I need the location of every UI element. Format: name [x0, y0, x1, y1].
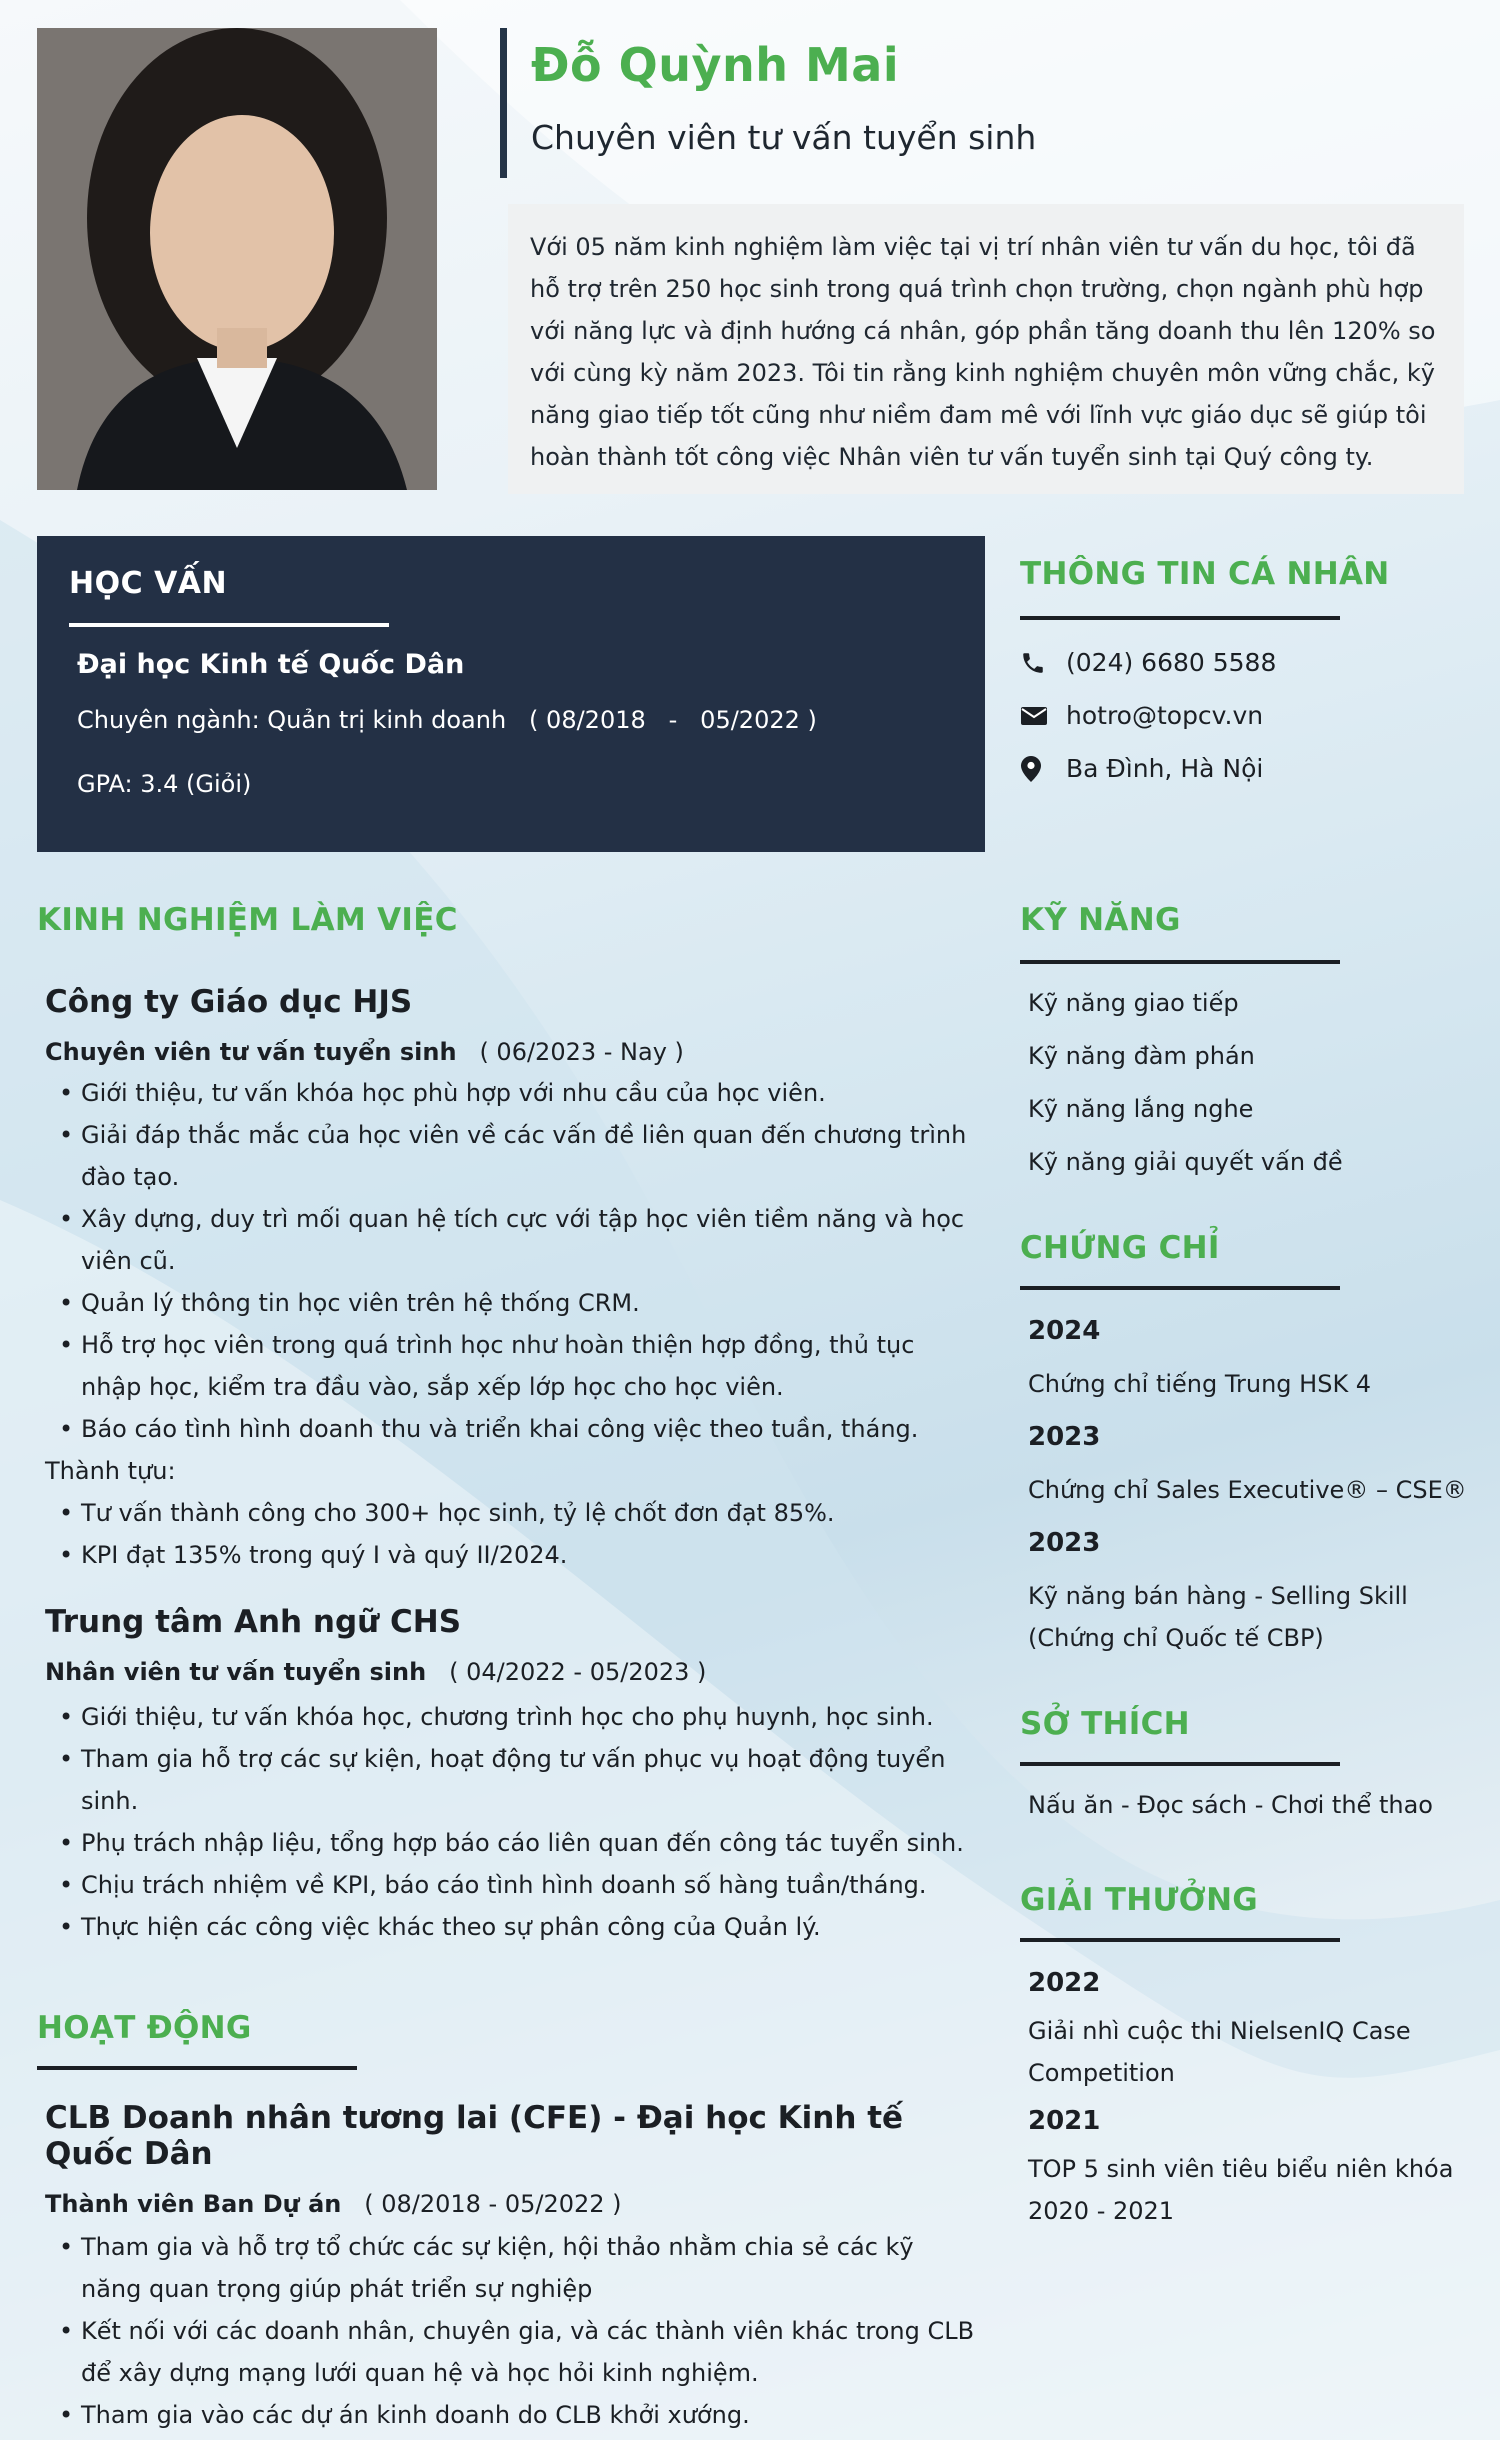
summary-text: Với 05 năm kinh nghiệm làm việc tại vị trí nhân viên tư vấn du học, tôi đã hỗ trợ trên 250 học sinh trong quá trình chọn trường, chọn ngành phù hợp với năng lực và định hướng cá nhân, góp phần tăng doanh thu lên 120% so với cùng kỳ năm 2023. Tôi tin rằng kinh nghiệm chuyên môn vững chắc, kỹ năng giao tiếp tốt cũng như niềm đam mê với lĩnh vực giáo dục sẽ giúp tôi hoàn thành tốt công việc Nhân viên tư vấn tuyển sinh tại Quý công ty. [530, 233, 1436, 471]
list-item: • KPI đạt 135% trong quý I và quý II/2024. [45, 1534, 975, 1576]
job-duties [45, 1072, 975, 1450]
list-item: • Báo cáo tình hình doanh thu và triển khai công việc theo tuần, tháng. [45, 1408, 975, 1450]
award-name: Giải nhì cuộc thi NielsenIQ Case Competition [1028, 2017, 1411, 2087]
name-block [500, 28, 1036, 178]
job-period: ( 06/2023 - Nay ) [479, 1038, 684, 1066]
skills-rule [1020, 960, 1340, 964]
personal-heading: THÔNG TIN CÁ NHÂN [1020, 556, 1390, 592]
profile-photo [37, 28, 437, 490]
cert-name: Kỹ năng bán hàng - Selling Skill (Chứng chỉ Quốc tế CBP) [1028, 1582, 1408, 1652]
address-text: Ba Đình, Hà Nội [1066, 754, 1264, 783]
skill-item: Kỹ năng đàm phán [1028, 1042, 1255, 1070]
certificates-rule [1020, 1286, 1340, 1290]
job-title: Chuyên viên tư vấn tuyển sinh [531, 118, 1037, 157]
mail-icon [1020, 702, 1052, 730]
cert-name: Chứng chỉ Sales Executive® – CSE® [1028, 1476, 1467, 1504]
awards-rule [1020, 1938, 1340, 1942]
experience-heading: KINH NGHIỆM LÀM VIỆC [37, 902, 458, 938]
job-achievements [45, 1492, 975, 1576]
hobbies-text: Nấu ăn - Đọc sách - Chơi thể thao [1028, 1791, 1433, 1819]
awards-list [1028, 1962, 1468, 2232]
certificates-list [1028, 1310, 1468, 1659]
activities-heading: HOẠT ĐỘNG [37, 2010, 252, 2046]
activities-rule [37, 2066, 357, 2070]
education-major: Chuyên ngành: Quản trị kinh doanh ( 08/2018 - 05/2022 ) [77, 706, 817, 734]
list-item: • Phụ trách nhập liệu, tổng hợp báo cáo liên quan đến công tác tuyển sinh. [45, 1822, 975, 1864]
hobbies-block [1028, 1784, 1468, 1826]
job-role-line [45, 1658, 975, 1686]
list-item: • Quản lý thông tin học viên trên hệ thống CRM. [45, 1282, 975, 1324]
activity-org: CLB Doanh nhân tương lai (CFE) - Đại học Kinh tế Quốc Dân [45, 2100, 904, 2172]
candidate-name: Đỗ Quỳnh Mai [531, 38, 900, 92]
education-rule [69, 623, 389, 627]
list-item: • Giới thiệu, tư vấn khóa học phù hợp với nhu cầu của học viên. [45, 1072, 975, 1114]
contact-phone [1020, 648, 1276, 677]
job-role-line [45, 1038, 975, 1066]
skills-heading: KỸ NĂNG [1020, 902, 1181, 938]
education-gpa: GPA: 3.4 (Giỏi) [77, 770, 252, 798]
activity-items [45, 2226, 975, 2436]
skills-list [1028, 982, 1468, 1183]
job-company: Trung tâm Anh ngữ CHS [45, 1604, 462, 1640]
hobbies-rule [1020, 1762, 1340, 1766]
job-duties [45, 1696, 975, 1948]
job-entry [45, 984, 975, 1576]
cert-year: 2023 [1028, 1528, 1101, 1558]
education-section [37, 536, 985, 852]
portrait-image [37, 28, 437, 490]
email-text: hotro@topcv.vn [1066, 701, 1264, 730]
activity-role: Thành viên Ban Dự án [45, 2190, 342, 2218]
list-item: • Kết nối với các doanh nhân, chuyên gia, và các thành viên khác trong CLB để xây dựng mạng lưới quan hệ và học hỏi kinh nghiệm. [45, 2310, 975, 2394]
activity-period: ( 08/2018 - 05/2022 ) [364, 2190, 622, 2218]
skill-item: Kỹ năng lắng nghe [1028, 1095, 1254, 1123]
cert-year: 2024 [1028, 1316, 1101, 1346]
education-school: Đại học Kinh tế Quốc Dân [77, 649, 465, 680]
personal-rule [1020, 616, 1340, 620]
contact-address [1020, 754, 1263, 783]
award-year: 2022 [1028, 1968, 1101, 1998]
activity-entry [45, 2100, 975, 2436]
job-role: Nhân viên tư vấn tuyển sinh [45, 1658, 427, 1686]
job-period: ( 04/2022 - 05/2023 ) [449, 1658, 707, 1686]
list-item: • Chịu trách nhiệm về KPI, báo cáo tình hình doanh số hàng tuần/tháng. [45, 1864, 975, 1906]
location-pin-icon [1020, 755, 1052, 783]
list-item: • Thực hiện các công việc khác theo sự phân công của Quản lý. [45, 1906, 975, 1948]
achievements-label: Thành tựu: [45, 1457, 176, 1485]
cert-name: Chứng chỉ tiếng Trung HSK 4 [1028, 1370, 1372, 1398]
award-name: TOP 5 sinh viên tiêu biểu niên khóa 2020 - 2021 [1028, 2155, 1454, 2225]
job-company: Công ty Giáo dục HJS [45, 984, 413, 1020]
cert-year: 2023 [1028, 1422, 1101, 1452]
skill-item: Kỹ năng giao tiếp [1028, 989, 1239, 1017]
skill-item: Kỹ năng giải quyết vấn đề [1028, 1148, 1343, 1176]
summary-box [508, 204, 1464, 494]
certificates-heading: CHỨNG CHỈ [1020, 1230, 1220, 1266]
phone-text: (024) 6680 5588 [1066, 648, 1277, 677]
list-item: • Tham gia và hỗ trợ tổ chức các sự kiện, hội thảo nhằm chia sẻ các kỹ năng quan trọng giúp phát triển sự nghiệp [45, 2226, 975, 2310]
list-item: • Tham gia vào các dự án kinh doanh do CLB khởi xướng. [45, 2394, 975, 2436]
contact-email [1020, 701, 1263, 730]
list-item: • Giới thiệu, tư vấn khóa học, chương trình học cho phụ huynh, học sinh. [45, 1696, 975, 1738]
job-entry [45, 1604, 975, 1948]
list-item: • Giải đáp thắc mắc của học viên về các vấn đề liên quan đến chương trình đào tạo. [45, 1114, 975, 1198]
list-item: • Tham gia hỗ trợ các sự kiện, hoạt động tư vấn phục vụ hoạt động tuyển sinh. [45, 1738, 975, 1822]
education-heading: HỌC VẤN [69, 566, 228, 601]
hobbies-heading: SỞ THÍCH [1020, 1706, 1190, 1742]
activity-role-line [45, 2190, 975, 2218]
awards-heading: GIẢI THƯỞNG [1020, 1882, 1259, 1918]
job-role: Chuyên viên tư vấn tuyển sinh [45, 1038, 457, 1066]
list-item: • Hỗ trợ học viên trong quá trình học như hoàn thiện hợp đồng, thủ tục nhập học, kiểm tra đầu vào, sắp xếp lớp học cho học viên. [45, 1324, 975, 1408]
phone-icon [1020, 649, 1052, 677]
list-item: • Tư vấn thành công cho 300+ học sinh, tỷ lệ chốt đơn đạt 85%. [45, 1492, 975, 1534]
list-item: • Xây dựng, duy trì mối quan hệ tích cực với tập học viên tiềm năng và học viên cũ. [45, 1198, 975, 1282]
award-year: 2021 [1028, 2106, 1101, 2136]
